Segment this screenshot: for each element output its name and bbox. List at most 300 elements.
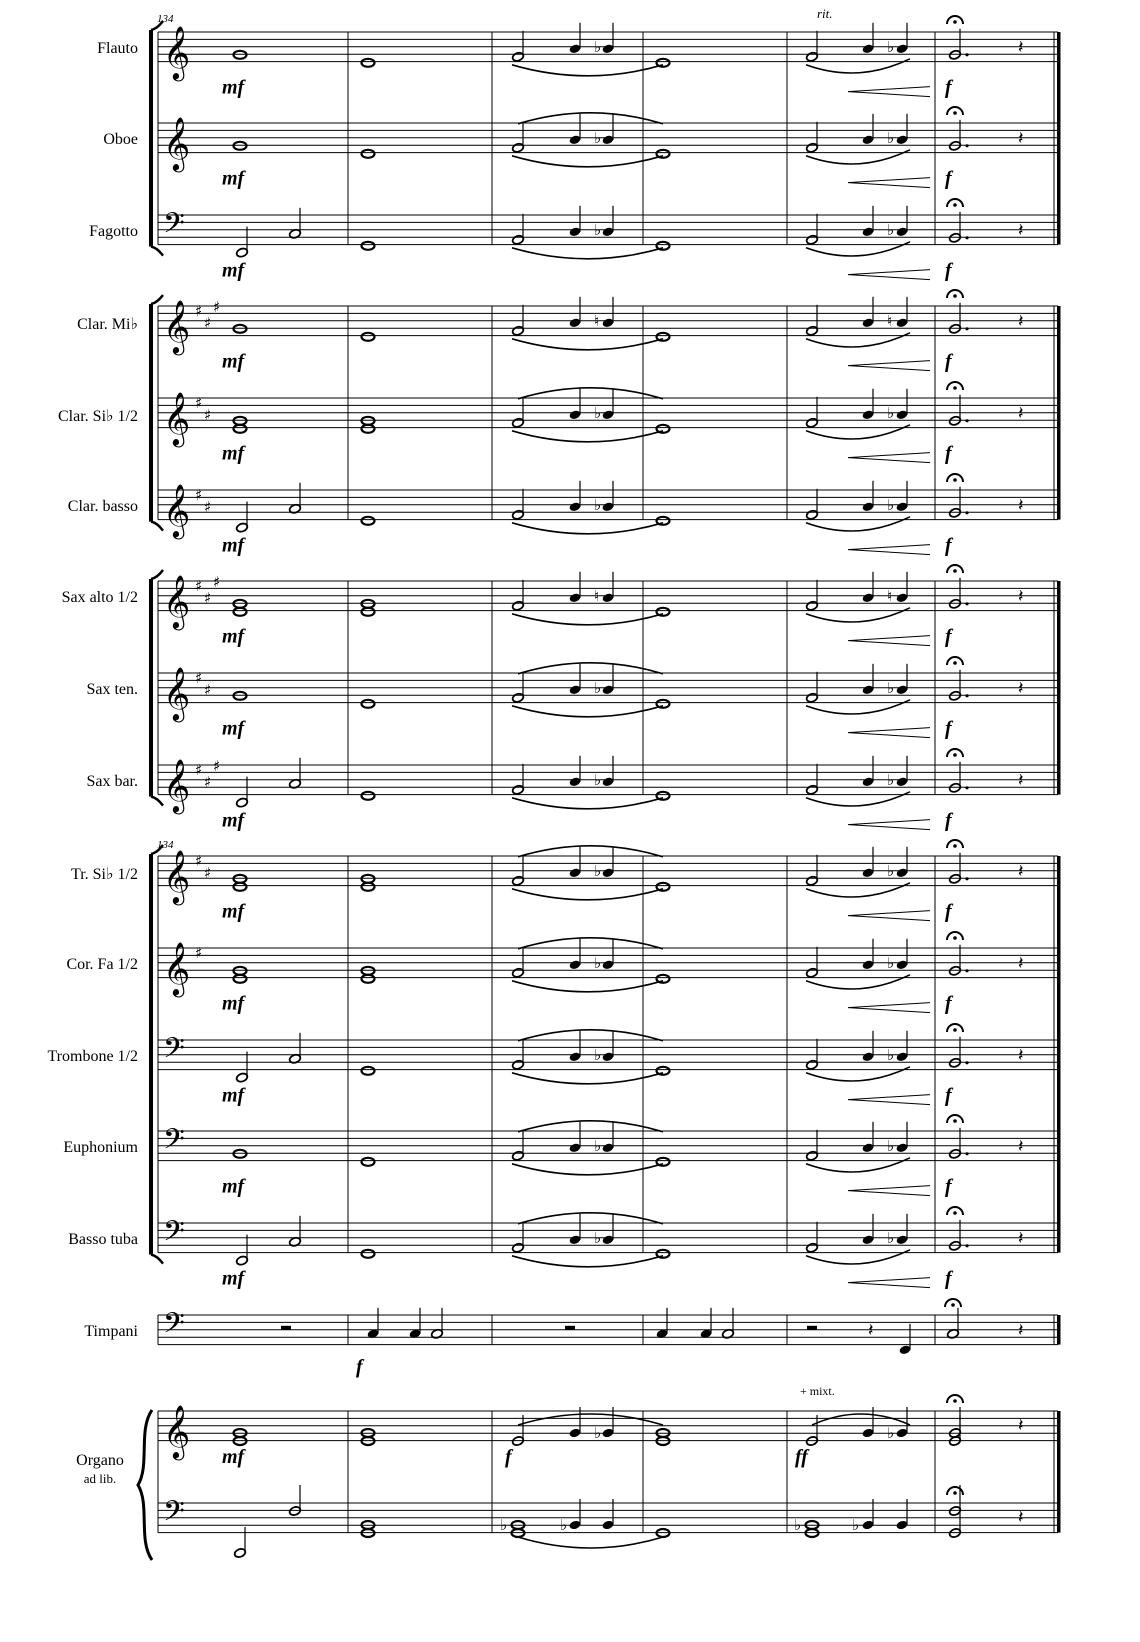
quarter-rest: 𝄽 [1018,1507,1024,1528]
notehead [234,325,247,333]
notehead [234,425,247,433]
bracket-hook [151,295,163,304]
note [362,425,375,433]
dynamic-mf: mf [222,1267,245,1290]
note [602,1122,615,1153]
slur [806,792,910,806]
fermata-dot [953,844,957,848]
note [234,1527,247,1558]
flat-accidental: ♭ [852,1516,860,1534]
flat-accidental: ♭ [887,403,895,422]
slur [512,1164,663,1175]
fermata-dot [953,1119,957,1123]
key-sharp: ♯ [204,498,212,516]
note [862,1031,875,1062]
note [289,1216,302,1247]
flat-accidental: ♭ [887,1136,895,1155]
note [289,1485,302,1516]
quarter-rest: 𝄽 [1018,677,1024,699]
note [862,1214,875,1245]
note [949,487,962,518]
note [896,572,909,603]
note [602,1407,615,1438]
note [236,1235,249,1266]
note [896,1214,909,1245]
dot [965,969,968,972]
crescendo-hairpin [848,728,930,738]
quarter-rest: 𝄽 [1018,860,1024,882]
note [362,517,375,525]
registration-text: + mixt. [800,1384,835,1398]
slur [512,1073,663,1084]
key-sharp: ♯ [204,864,212,882]
note [236,227,249,258]
note [949,1037,962,1068]
note [949,395,962,426]
notehead [234,142,247,150]
note [362,600,375,608]
flat-accidental: ♭ [887,128,895,147]
key-sharp: ♯ [213,298,221,316]
note [862,1407,875,1438]
dot [965,786,968,789]
note [569,847,582,878]
note [569,23,582,54]
instrument-name: Clar. Mi♭ [77,316,138,333]
note [362,417,375,425]
notehead [362,883,375,891]
notehead [362,875,375,883]
note [362,242,375,250]
crescendo-hairpin [848,453,930,463]
dynamic-mf: mf [222,534,245,557]
key-sharp: ♯ [204,589,212,607]
slur [806,1250,910,1264]
dynamic-f: f [945,625,952,648]
note [602,1214,615,1245]
slur [518,1030,663,1041]
clef-treble: 𝄞 [163,391,191,445]
notehead [362,975,375,983]
fermata-dot [953,1399,957,1403]
note [862,756,875,787]
bracket-hook [151,247,163,256]
note [362,875,375,883]
note [602,756,615,787]
note [602,297,615,328]
note [569,1407,582,1438]
note [862,572,875,603]
slur [512,614,663,625]
note [234,600,247,608]
instrument-name: Sax ten. [86,681,138,698]
note [234,51,247,59]
dynamic-f: f [945,717,952,740]
slur [512,706,663,717]
instrument-name: Tr. Si♭ 1/2 [71,866,138,883]
note [862,939,875,970]
note [896,297,909,328]
key-sharp: ♯ [195,944,203,962]
dot [965,327,968,330]
crescendo-hairpin [848,636,930,646]
note [569,206,582,237]
flat-accidental: ♭ [794,1516,802,1534]
fermata-dot [953,386,957,390]
slur [512,431,663,442]
clef-treble: 𝄞 [163,25,191,79]
dynamic-f: f [945,259,952,282]
note [362,1067,375,1075]
flat-accidental: ♭ [887,770,895,789]
notehead [234,600,247,608]
slur [512,65,663,76]
quarter-rest: 𝄽 [1018,402,1024,424]
crescendo-hairpin [848,1186,930,1196]
slur [806,1067,910,1081]
note [896,756,909,787]
key-sharp: ♯ [195,302,203,320]
flat-accidental: ♭ [887,678,895,697]
note [289,1033,302,1064]
notehead [362,242,375,250]
note [362,883,375,891]
fermata-dot [953,203,957,207]
flat-accidental: ♭ [594,403,602,422]
clef-bass: 𝄢 [163,1123,185,1163]
note [862,206,875,237]
note [289,483,302,514]
natural-accidental: ♮ [594,311,600,330]
fermata-dot [953,294,957,298]
note [896,114,909,145]
fermata-dot [953,1211,957,1215]
crescendo-hairpin [848,1095,930,1105]
note [236,502,249,533]
key-sharp: ♯ [195,394,203,412]
slur [806,975,910,989]
slur [806,608,910,622]
note [236,1052,249,1083]
note [602,939,615,970]
note [949,762,962,793]
group-bracket [149,579,153,797]
note [234,325,247,333]
clef-treble: 𝄞 [163,666,191,720]
slur [806,59,910,73]
fermata-dot [953,20,957,24]
bracket-hook [151,570,163,579]
quarter-rest: 𝄽 [1018,494,1024,516]
flat-accidental: ♭ [594,1136,602,1155]
note [234,875,247,883]
notehead [362,59,375,67]
notehead [234,875,247,883]
clef-bass: 𝄢 [163,1307,185,1347]
instrument-name: Clar. basso [67,498,138,515]
note [896,206,909,237]
crescendo-hairpin [848,911,930,921]
dynamic-mf: mf [222,809,245,832]
final-barline [1057,306,1061,520]
quarter-rest: 𝄽 [1018,219,1024,241]
notehead [362,608,375,616]
quarter-rest: 𝄽 [1018,1415,1024,1436]
key-sharp: ♯ [195,852,203,870]
flat-accidental: ♭ [594,861,602,880]
note [602,847,615,878]
note [569,389,582,420]
note [236,777,249,808]
instrument-name: Fagotto [89,223,138,240]
note [234,975,247,983]
dot [965,144,968,147]
note [949,29,962,60]
dynamic-mf: mf [222,717,245,740]
note [896,1122,909,1153]
dot [965,53,968,56]
note [949,303,962,334]
note [722,1308,735,1339]
group-bracket [149,854,153,1255]
slur [806,150,910,164]
instrument-name: Euphonium [63,1139,138,1156]
slur [518,1121,663,1132]
note [512,1415,525,1446]
dynamic-f: f [505,1446,512,1468]
note [899,1324,912,1355]
dynamic-f: f [945,534,952,557]
note [896,939,909,970]
notehead [362,967,375,975]
note [896,23,909,54]
note [569,297,582,328]
clef-treble: 𝄞 [163,299,191,353]
fermata-dot [951,1303,955,1307]
note [602,389,615,420]
dynamic-mf: mf [222,625,245,648]
dynamic-f: f [945,442,952,465]
quarter-rest: 𝄽 [1018,36,1024,58]
slur [512,339,663,350]
note [862,114,875,145]
note [569,1122,582,1153]
notehead [362,425,375,433]
note [362,967,375,975]
note [569,114,582,145]
note [602,206,615,237]
dynamic-mf: mf [222,992,245,1015]
dot [965,1244,968,1247]
crescendo-hairpin [848,270,930,280]
notehead [362,700,375,708]
notehead [362,333,375,341]
group-bracket [149,304,153,522]
clef-treble: 𝄞 [163,941,191,995]
slur [806,1158,910,1172]
bracket-hook [151,797,163,806]
flat-accidental: ♭ [594,495,602,514]
quarter-rest: 𝄽 [1018,127,1024,149]
instrument-name: Sax bar. [86,773,138,790]
half-rest [565,1326,575,1330]
slur [518,1537,663,1548]
notehead [234,692,247,700]
instrument-name: Clar. Si♭ 1/2 [58,408,138,425]
fermata-dot [953,478,957,482]
flat-accidental: ♭ [887,1045,895,1064]
dynamic-f: f [945,1267,952,1290]
note [896,847,909,878]
measure-number: 134 [157,13,174,25]
dynamic-f: f [945,900,952,923]
key-sharp: ♯ [204,314,212,332]
key-sharp: ♯ [213,573,221,591]
clef-bass: 𝄢 [163,1215,185,1255]
slur [806,517,910,531]
dynamic-f: f [945,350,952,373]
dynamic-mf: mf [222,167,245,190]
flat-accidental: ♭ [594,1228,602,1247]
dynamic-mf: mf [222,900,245,923]
note [602,481,615,512]
note [862,664,875,695]
note [569,939,582,970]
notehead [234,1150,247,1158]
note [569,756,582,787]
notehead [362,517,375,525]
natural-accidental: ♮ [887,311,893,330]
dynamic-mf: mf [222,1175,245,1198]
instrument-name: Cor. Fa 1/2 [66,956,138,973]
note [862,297,875,328]
dynamic-f: f [945,76,952,99]
flat-accidental: ♭ [594,678,602,697]
dot [965,877,968,880]
note [362,1250,375,1258]
clef-bass: 𝄢 [163,1032,185,1072]
notehead [234,975,247,983]
notehead [234,417,247,425]
note [234,142,247,150]
fermata-dot [953,569,957,573]
dynamic-f: f [945,167,952,190]
notehead [362,792,375,800]
natural-accidental: ♮ [887,586,893,605]
note [409,1308,422,1339]
notehead [234,883,247,891]
dot [965,694,968,697]
flat-accidental: ♭ [594,128,602,147]
fermata-dot [953,661,957,665]
natural-accidental: ♮ [594,586,600,605]
dynamic-mf: mf [222,76,245,99]
note [949,212,962,243]
clef-treble: 𝄞 [163,116,191,170]
instrument-name: Oboe [103,131,138,148]
note [656,1308,669,1339]
note [949,670,962,701]
note [949,1220,962,1251]
note [234,1150,247,1158]
quarter-rest: 𝄽 [1018,1227,1024,1249]
clef-treble: 𝄞 [163,1404,191,1458]
crescendo-hairpin [848,545,930,555]
note [362,59,375,67]
note [862,23,875,54]
final-barline [1057,581,1061,795]
dot [965,236,968,239]
final-barline [1057,32,1061,245]
clef-treble: 𝄞 [163,483,191,537]
note [896,1031,909,1062]
crescendo-hairpin [848,361,930,371]
dot [965,1152,968,1155]
note [862,481,875,512]
dynamic-f: f [356,1356,363,1378]
instrument-name: Basso tuba [68,1231,138,1248]
flat-accidental: ♭ [887,220,895,239]
slur [518,938,663,949]
clef-treble: 𝄞 [163,574,191,628]
notehead [234,608,247,616]
flat-accidental: ♭ [887,953,895,972]
group-bracket [149,30,153,247]
fermata-dot [953,111,957,115]
slur [512,1256,663,1267]
final-barline [1057,856,1061,1253]
key-sharp: ♯ [204,773,212,791]
quarter-rest: 𝄽 [1018,1135,1024,1157]
note [234,417,247,425]
quarter-rest: 𝄽 [1018,769,1024,791]
instrument-name: Timpani [84,1323,138,1340]
quarter-rest: 𝄽 [1018,585,1024,607]
slur [518,1414,663,1425]
notehead [234,51,247,59]
notehead [362,150,375,158]
slur [512,156,663,167]
note [949,578,962,609]
note [602,1031,615,1062]
key-sharp: ♯ [204,681,212,699]
slur [512,981,663,992]
dynamic-mf: mf [222,1446,245,1468]
slur [806,425,910,439]
crescendo-hairpin [848,820,930,830]
final-barline [1057,1315,1061,1345]
note [862,1499,875,1530]
flat-accidental: ♭ [594,1045,602,1064]
note [862,389,875,420]
note [362,608,375,616]
note [602,114,615,145]
dynamic-mf: mf [222,1084,245,1107]
flat-accidental: ♭ [594,220,602,239]
note [289,208,302,239]
key-sharp: ♯ [195,486,203,504]
key-sharp: ♯ [213,757,221,775]
clef-bass: 𝄢 [163,1495,185,1535]
crescendo-hairpin [848,1003,930,1013]
note [362,975,375,983]
note [362,792,375,800]
note [234,967,247,975]
note [949,853,962,884]
note [602,1499,615,1530]
note [862,847,875,878]
flat-accidental: ♭ [887,1228,895,1247]
